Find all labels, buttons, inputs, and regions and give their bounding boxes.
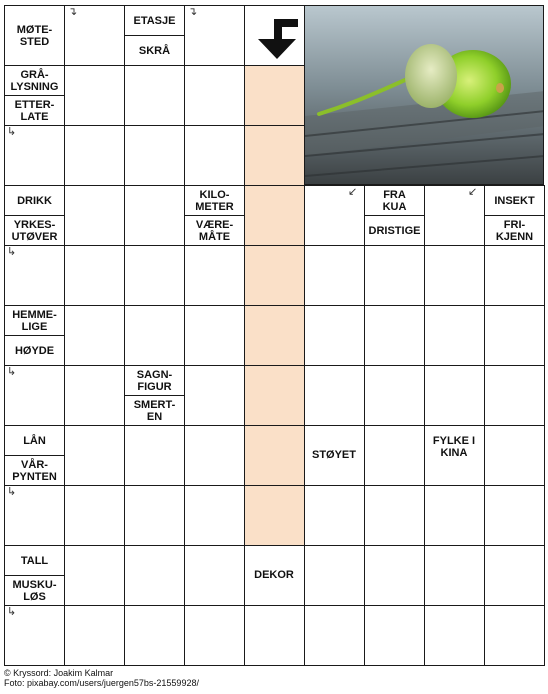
answer-cell[interactable] <box>64 185 125 246</box>
answer-cell[interactable] <box>364 545 425 606</box>
answer-cell[interactable] <box>244 305 305 366</box>
solution-arrow-icon <box>248 11 304 65</box>
answer-cell[interactable] <box>184 425 245 486</box>
acorn-photo <box>304 5 544 185</box>
answer-cell[interactable] <box>424 545 485 606</box>
answer-cell[interactable] <box>244 485 305 546</box>
answer-cell[interactable] <box>424 485 485 546</box>
clue-skra: SKRÅ <box>124 35 185 66</box>
clue-muskulos: MUSKU- LØS <box>4 575 65 606</box>
answer-cell[interactable] <box>304 545 365 606</box>
answer-cell[interactable] <box>304 605 365 666</box>
clue-hemmelige: HEMME- LIGE <box>4 305 65 336</box>
clue-direction-arrow-icon: ↳ <box>7 126 17 138</box>
answer-cell[interactable] <box>304 305 365 366</box>
answer-cell[interactable] <box>364 245 425 306</box>
answer-cell[interactable] <box>184 545 245 606</box>
answer-cell[interactable] <box>244 185 305 246</box>
clue-direction-arrow-icon: ↳ <box>7 486 17 498</box>
answer-cell[interactable] <box>124 245 185 306</box>
clue-veremate: VÆRE- MÅTE <box>184 215 245 246</box>
clue-insekt: INSEKT <box>484 185 545 216</box>
credit-photo: Foto: pixabay.com/users/juergen57bs-21559928/ <box>4 678 199 688</box>
answer-cell[interactable] <box>244 605 305 666</box>
clue-frakua: FRA KUA <box>364 185 425 216</box>
answer-cell[interactable] <box>64 245 125 306</box>
answer-cell[interactable] <box>184 605 245 666</box>
answer-cell[interactable] <box>124 65 185 126</box>
answer-cell[interactable] <box>424 605 485 666</box>
answer-cell[interactable] <box>424 245 485 306</box>
clue-stoyet: STØYET <box>311 449 356 461</box>
answer-cell[interactable] <box>184 125 245 186</box>
answer-cell[interactable] <box>184 485 245 546</box>
answer-cell[interactable] <box>124 305 185 366</box>
answer-cell[interactable] <box>364 605 425 666</box>
answer-cell[interactable] <box>124 545 185 606</box>
answer-cell[interactable] <box>484 425 545 486</box>
answer-cell[interactable] <box>64 125 125 186</box>
answer-cell[interactable] <box>124 125 185 186</box>
answer-cell[interactable] <box>244 65 305 126</box>
crossword-grid <box>4 5 544 665</box>
answer-cell[interactable] <box>304 485 365 546</box>
answer-cell[interactable] <box>244 245 305 306</box>
clue-fylkeikina: FYLKE I KINA <box>432 435 476 459</box>
clue-lan: LÅN <box>4 425 65 456</box>
answer-cell[interactable] <box>484 605 545 666</box>
answer-cell[interactable] <box>184 245 245 306</box>
answer-cell[interactable] <box>484 365 545 426</box>
answer-cell[interactable] <box>484 485 545 546</box>
clue-smerten: SMERT- EN <box>124 395 185 426</box>
clue-direction-arrow-icon: ↙ <box>348 186 358 198</box>
clue-direction-arrow-icon: ↳ <box>7 606 17 618</box>
answer-cell[interactable] <box>64 605 125 666</box>
answer-cell[interactable] <box>484 245 545 306</box>
answer-cell[interactable] <box>64 425 125 486</box>
answer-cell[interactable] <box>244 425 305 486</box>
clue-direction-arrow-icon: ↳ <box>7 246 17 258</box>
answer-cell[interactable] <box>64 545 125 606</box>
credit-crossword: © Kryssord: Joakim Kalmar <box>4 668 114 678</box>
answer-cell[interactable] <box>184 365 245 426</box>
answer-cell[interactable] <box>64 305 125 366</box>
answer-cell[interactable] <box>124 185 185 246</box>
answer-cell[interactable] <box>64 365 125 426</box>
answer-cell[interactable] <box>364 305 425 366</box>
answer-cell[interactable] <box>244 125 305 186</box>
credits <box>4 668 199 688</box>
answer-cell[interactable] <box>364 485 425 546</box>
answer-cell[interactable] <box>304 365 365 426</box>
clue-dristige: DRISTIGE <box>364 215 425 246</box>
answer-cell[interactable] <box>124 425 185 486</box>
clue-direction-arrow-icon: ↙ <box>468 186 478 198</box>
answer-cell[interactable] <box>304 245 365 306</box>
clue-varpynten: VÅR- PYNTEN <box>4 455 65 486</box>
answer-cell[interactable] <box>484 305 545 366</box>
clue-kilometer: KILO- METER <box>184 185 245 216</box>
answer-cell[interactable] <box>244 365 305 426</box>
answer-cell[interactable] <box>424 305 485 366</box>
answer-cell[interactable] <box>484 545 545 606</box>
clue-drikk: DRIKK <box>4 185 65 216</box>
answer-cell[interactable] <box>364 365 425 426</box>
answer-cell[interactable] <box>184 65 245 126</box>
clue-hoyde: HØYDE <box>4 335 65 366</box>
clue-tall: TALL <box>4 545 65 576</box>
answer-cell[interactable] <box>184 305 245 366</box>
clue-direction-arrow-icon: ↴ <box>188 6 198 18</box>
clue-motested: MØTE- STED <box>4 5 65 66</box>
answer-cell[interactable] <box>64 485 125 546</box>
clue-dekor: DEKOR <box>254 569 294 581</box>
clue-yrkesutover: YRKES- UTØVER <box>4 215 65 246</box>
clue-gralysning: GRÅ- LYSNING <box>4 65 65 96</box>
answer-cell[interactable] <box>64 65 125 126</box>
answer-cell[interactable] <box>364 425 425 486</box>
clue-sagnfigur: SAGN- FIGUR <box>124 365 185 396</box>
clue-etasje: ETASJE <box>124 5 185 36</box>
clue-direction-arrow-icon: ↴ <box>68 6 78 18</box>
clue-direction-arrow-icon: ↳ <box>7 366 17 378</box>
answer-cell[interactable] <box>124 485 185 546</box>
clue-frikjenn: FRI- KJENN <box>484 215 545 246</box>
answer-cell[interactable] <box>124 605 185 666</box>
clue-etterlate: ETTER- LATE <box>4 95 65 126</box>
